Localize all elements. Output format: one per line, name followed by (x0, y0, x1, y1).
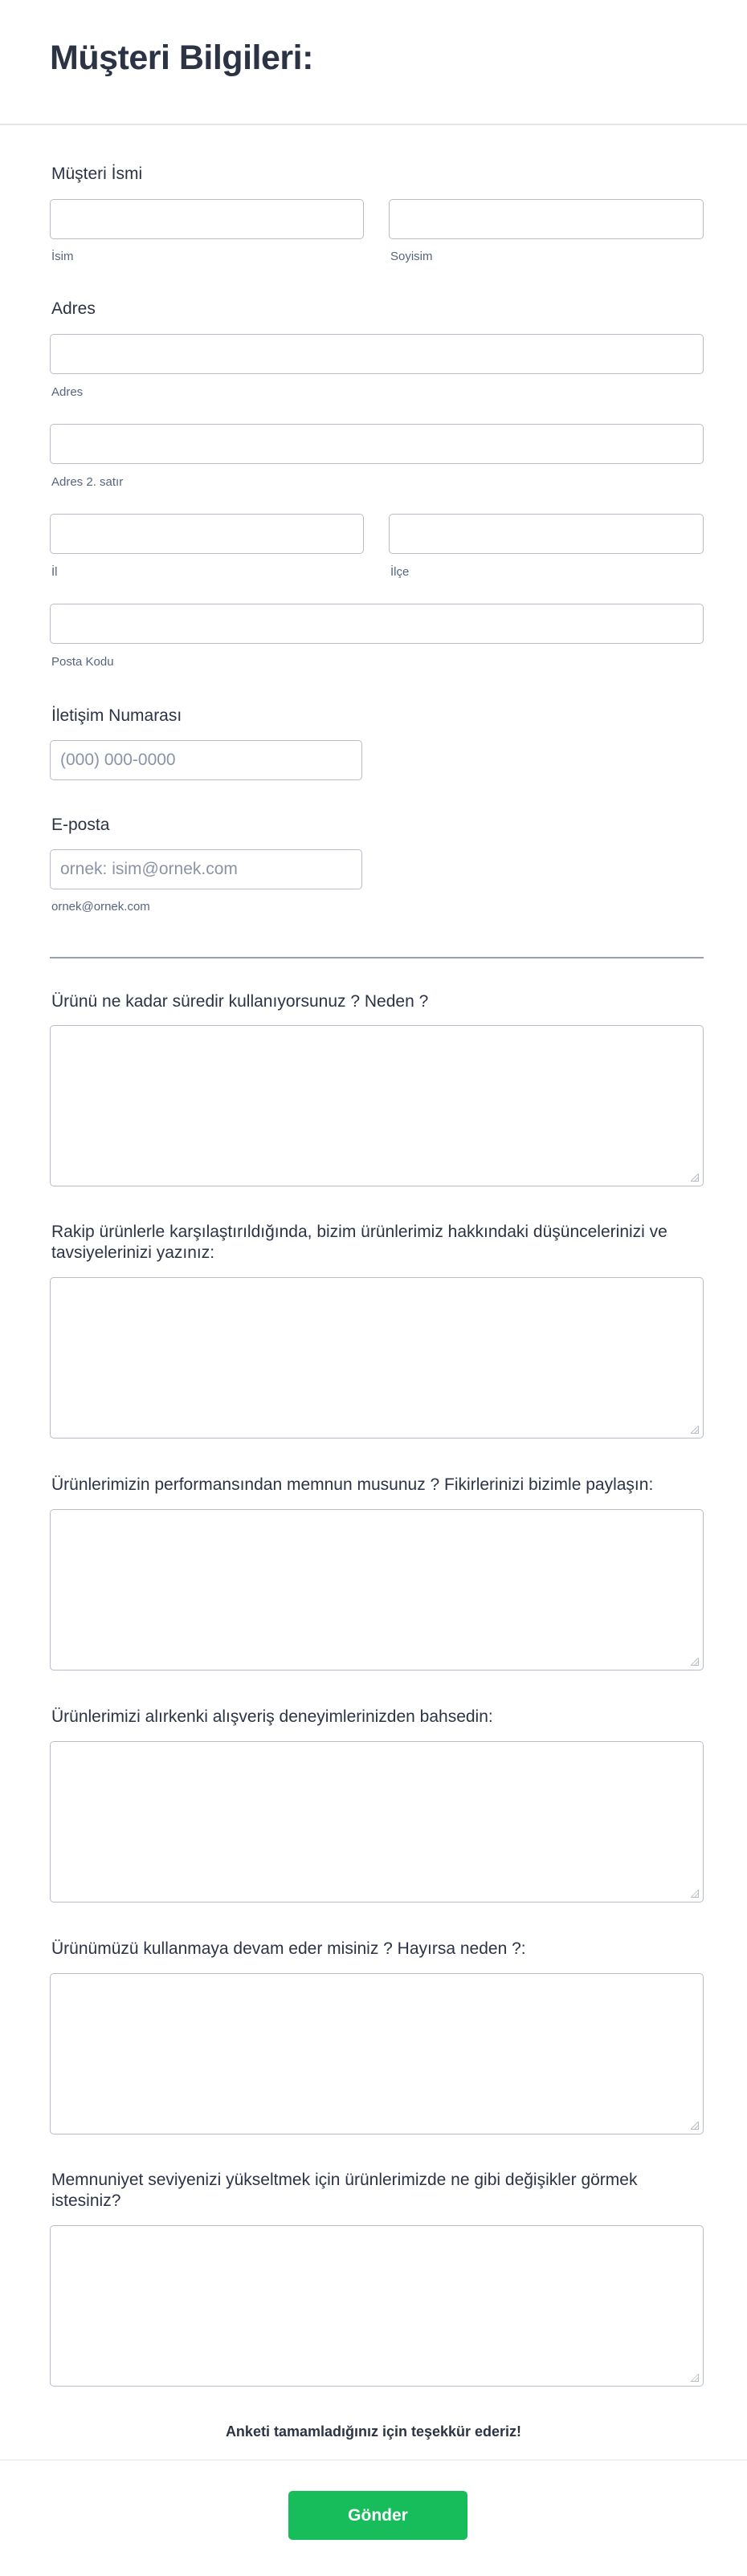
city-sublabel: İl (51, 565, 58, 579)
question-5-textarea[interactable] (50, 1973, 704, 2134)
first-name-input[interactable] (50, 199, 364, 239)
question-6-textarea[interactable] (50, 2225, 704, 2387)
customer-name-label: Müşteri İsmi (51, 165, 143, 183)
address-line2-input[interactable] (50, 424, 704, 464)
question-2-label: Rakip ürünlerle karşılaştırıldığında, bizim ürünlerimiz hakkındaki düşüncelerinizi ve tavsiyelerinizi yazınız: (51, 1223, 667, 1262)
district-input[interactable] (389, 514, 704, 554)
last-name-sublabel: Soyisim (390, 250, 433, 263)
page-title: Müşteri Bilgileri: (50, 39, 313, 77)
email-label: E-posta (51, 816, 110, 834)
city-input[interactable] (50, 514, 364, 554)
form-header (0, 0, 747, 125)
question-5-label: Ürünümüzü kullanmaya devam eder misiniz ? Hayırsa neden ?: (51, 1939, 526, 1958)
resize-grip-icon[interactable] (691, 1174, 699, 1182)
question-1-textarea[interactable] (50, 1025, 704, 1186)
phone-input[interactable] (50, 740, 362, 780)
thank-you-text: Anketi tamamladığınız için teşekkür ederiz! (225, 2423, 522, 2440)
first-name-sublabel: İsim (51, 250, 74, 263)
resize-grip-icon[interactable] (691, 1890, 699, 1898)
address-line1-sublabel: Adres (51, 385, 84, 399)
phone-label: İletişim Numarası (51, 706, 182, 725)
question-4-label: Ürünlerimizi alırkenki alışveriş deneyimlerinizden bahsedin: (51, 1707, 493, 1726)
question-6-label: Memnuniyet seviyenizi yükseltmek için ürünlerimizde ne gibi değişikler görmek istesiniz? (51, 2171, 638, 2210)
address-line2-sublabel: Adres 2. satır (51, 475, 124, 489)
question-2-textarea[interactable] (50, 1277, 704, 1439)
resize-grip-icon[interactable] (691, 1426, 699, 1434)
email-sublabel: ornek@ornek.com (51, 900, 150, 914)
question-3-label: Ürünlerimizin performansından memnun musunuz ? Fikirlerinizi bizimle paylaşın: (51, 1475, 654, 1494)
postal-code-input[interactable] (50, 604, 704, 644)
submit-button[interactable]: Gönder (288, 2491, 467, 2540)
resize-grip-icon[interactable] (691, 1658, 699, 1666)
question-1-label: Ürünü ne kadar süredir kullanıyorsunuz ? Neden ? (51, 992, 429, 1011)
question-3-textarea[interactable] (50, 1509, 704, 1671)
question-4-textarea[interactable] (50, 1741, 704, 1902)
last-name-input[interactable] (389, 199, 704, 239)
address-label: Adres (51, 299, 96, 318)
email-input[interactable] (50, 849, 362, 889)
postal-code-sublabel: Posta Kodu (51, 655, 114, 669)
address-line1-input[interactable] (50, 334, 704, 374)
resize-grip-icon[interactable] (691, 2122, 699, 2130)
district-sublabel: İlçe (390, 565, 410, 579)
resize-grip-icon[interactable] (691, 2374, 699, 2382)
section-divider (50, 957, 704, 958)
